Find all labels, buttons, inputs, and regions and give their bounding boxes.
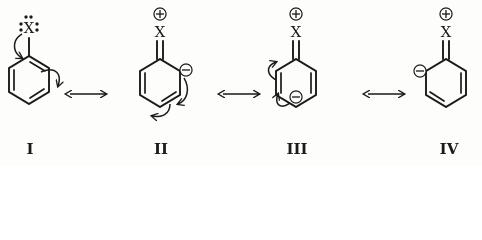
atom-x: X xyxy=(440,23,452,41)
positive-charge xyxy=(290,8,302,20)
lone-pair-dot xyxy=(19,22,22,25)
negative-charge xyxy=(414,65,426,77)
ring xyxy=(426,59,466,107)
negative-charge xyxy=(180,64,192,76)
electron-push-arrow xyxy=(41,70,59,86)
structure-label: II xyxy=(153,140,169,158)
structure-label: I xyxy=(26,140,34,158)
lone-pair-dot xyxy=(35,22,38,25)
atom-x: X xyxy=(290,23,302,41)
structure-II xyxy=(140,8,192,158)
electron-push-arrow xyxy=(15,34,23,58)
benzene-ring xyxy=(9,56,49,104)
structure-I xyxy=(9,15,59,158)
atom-x: X xyxy=(154,23,166,41)
negative-charge xyxy=(290,91,302,103)
positive-charge xyxy=(440,8,452,20)
lone-pair-dot xyxy=(35,28,38,31)
electron-push-arrow xyxy=(269,62,277,80)
structure-label: III xyxy=(286,140,308,158)
ring xyxy=(140,59,180,107)
structure-III xyxy=(269,8,317,158)
structure-label: IV xyxy=(439,140,459,158)
atom-x: X xyxy=(23,19,35,37)
lone-pair-dot xyxy=(19,28,22,31)
positive-charge xyxy=(154,8,166,20)
structure-IV xyxy=(414,8,466,158)
